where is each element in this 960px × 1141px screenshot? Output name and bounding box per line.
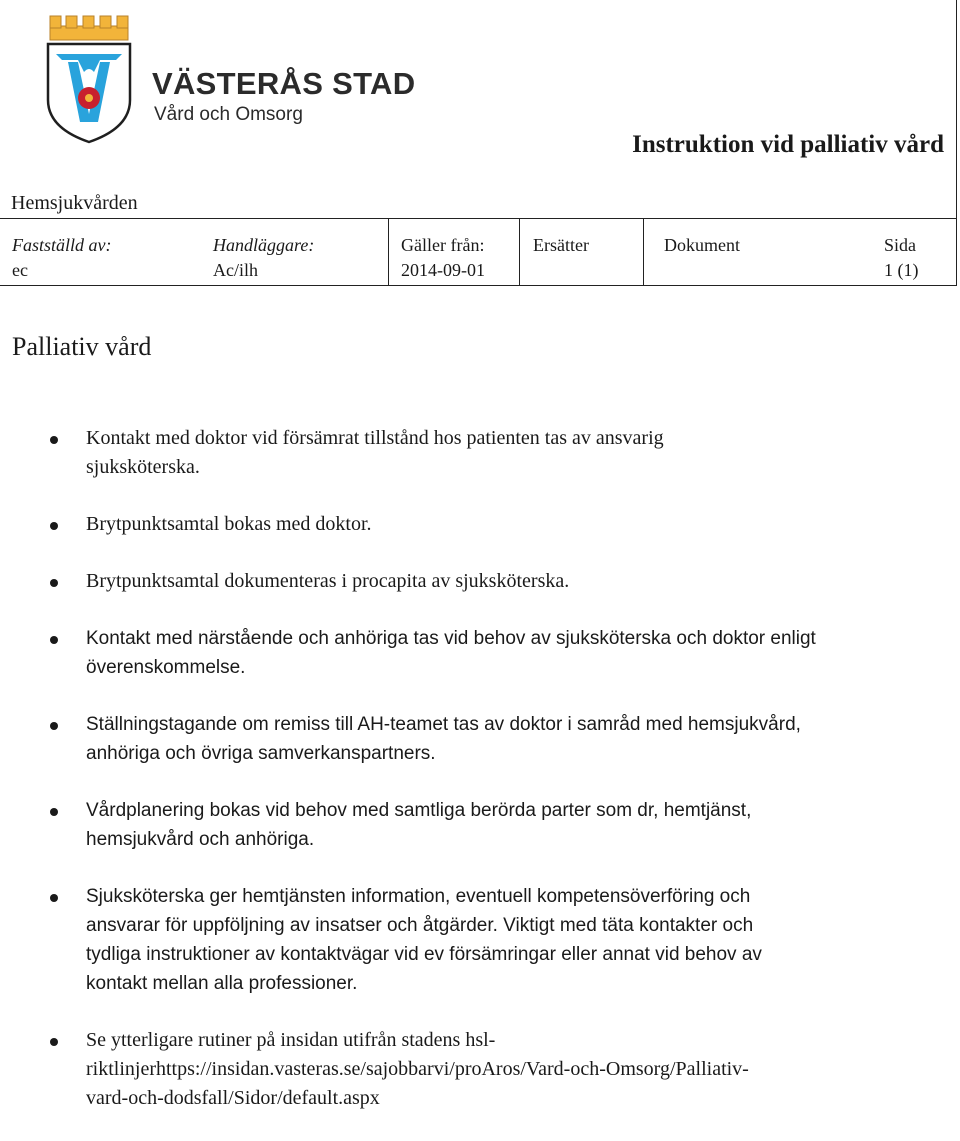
bullet-icon [50, 808, 58, 816]
list-item-line: anhöriga och övriga samverkanspartners. [86, 743, 436, 764]
list-item-line: Vårdplanering bokas vid behov med samtliga berörda parter som dr, hemtjänst, [86, 800, 752, 821]
list-item [0, 1026, 960, 1113]
header-divider [0, 218, 957, 219]
list-item [0, 710, 960, 768]
meta-label: Ersätter [533, 235, 589, 255]
bullet-icon [50, 1038, 58, 1046]
list-item-line: Kontakt med doktor vid försämrat tillstånd hos patienten tas av ansvarig [86, 427, 664, 449]
bullet-icon [50, 894, 58, 902]
list-item-line: Sjuksköterska ger hemtjänsten information, eventuell kompetensöverföring och [86, 886, 751, 907]
meta-label: Sida [884, 235, 917, 255]
list-item-line: Brytpunktsamtal bokas med doktor. [86, 513, 372, 535]
meta-valid-from [401, 233, 485, 283]
list-item [0, 882, 960, 998]
list-item [0, 796, 960, 854]
list-item-line: Se ytterligare rutiner på insidan utifrån stadens hsl- [86, 1029, 496, 1051]
list-item-line: vard-och-dodsfall/Sidor/default.aspx [86, 1087, 380, 1109]
meta-label: Dokument [664, 235, 740, 255]
meta-replaces [533, 233, 589, 258]
unit-name: Hemsjukvården [11, 192, 138, 214]
section-title: Palliativ vård [12, 332, 152, 361]
meta-document [664, 233, 740, 258]
column-divider [519, 218, 520, 286]
bullet-icon [50, 579, 58, 587]
list-item [0, 567, 960, 596]
column-divider [388, 218, 389, 286]
meta-value: Ac/ilh [213, 260, 258, 280]
meta-label: Gäller från: [401, 235, 485, 255]
list-item-line: tydliga instruktioner av kontaktvägar vid ev försämringar eller annat vid behov av [86, 944, 762, 965]
list-item-line: hemsjukvård och anhöriga. [86, 829, 315, 850]
meta-established-by [12, 233, 112, 283]
list-item [0, 424, 960, 482]
meta-handler [213, 233, 314, 283]
list-item-line: sjuksköterska. [86, 456, 200, 478]
list-item-line: Ställningstagande om remiss till AH-teamet tas av doktor i samråd med hemsjukvård, [86, 714, 801, 735]
meta-value: ec [12, 260, 28, 280]
list-item-line: riktlinjerhttps://insidan.vasteras.se/sajobbarvi/proAros/Vard-och-Omsorg/Palliativ- [86, 1058, 749, 1080]
list-item-line: kontakt mellan alla professioner. [86, 973, 358, 994]
vasteras-coat-of-arms-logo [44, 14, 134, 144]
bullet-icon [50, 522, 58, 530]
bullet-icon [50, 722, 58, 730]
list-item-line: ansvarar för uppföljning av insatser och åtgärder. Viktigt med täta kontakter och [86, 915, 754, 936]
meta-value: 1 (1) [884, 260, 919, 280]
column-divider [643, 218, 644, 286]
bullet-icon [50, 636, 58, 644]
document-title: Instruktion vid palliativ vård [632, 131, 944, 158]
bullet-icon [50, 436, 58, 444]
organization-name: VÄSTERÅS STAD [152, 66, 416, 101]
meta-page [884, 233, 919, 283]
meta-value: 2014-09-01 [401, 260, 485, 280]
list-item [0, 624, 960, 682]
meta-label: Fastställd av: [12, 235, 112, 255]
meta-label: Handläggare: [213, 235, 315, 255]
list-item-line: överenskommelse. [86, 657, 246, 678]
instruction-list [0, 424, 960, 1141]
list-item-line: Brytpunktsamtal dokumenteras i procapita av sjuksköterska. [86, 570, 570, 592]
organization-department: Vård och Omsorg [154, 104, 303, 125]
list-item-line: Kontakt med närstående och anhöriga tas vid behov av sjuksköterska och doktor enligt [86, 628, 816, 649]
list-item [0, 510, 960, 539]
